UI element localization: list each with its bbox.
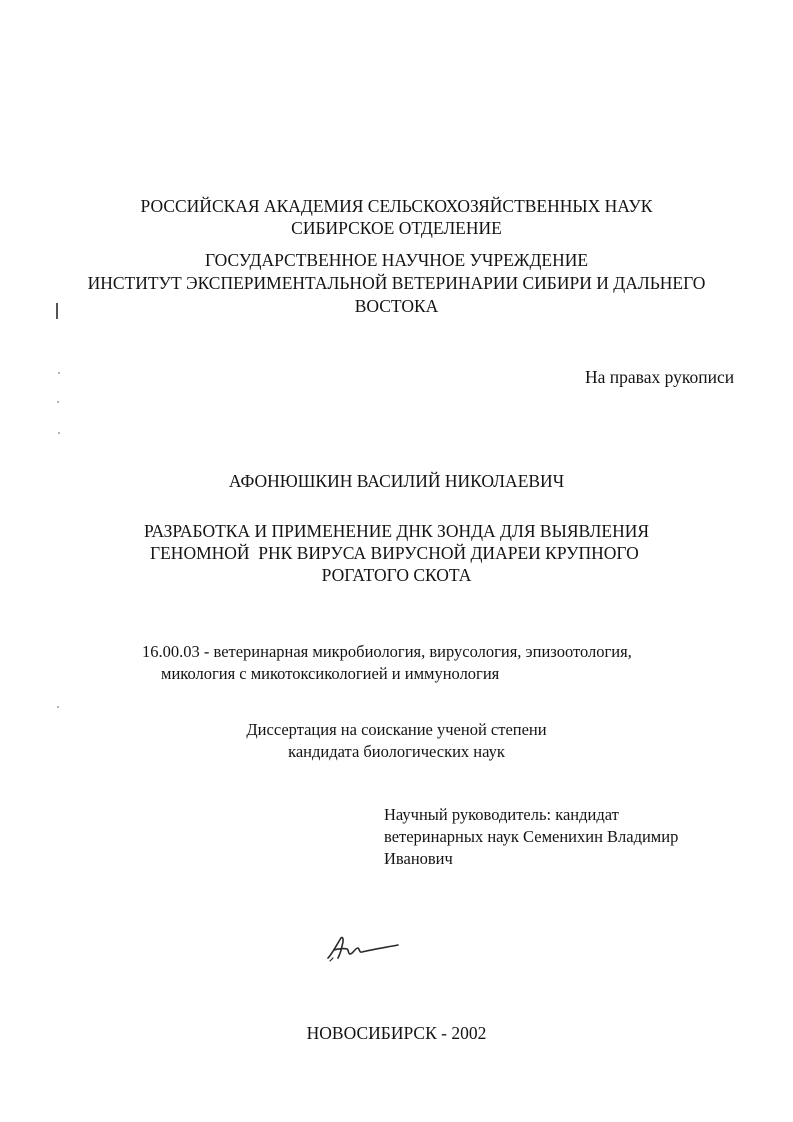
- scan-artifact-dot: [57, 401, 59, 403]
- signature-mark: [322, 928, 402, 968]
- specialty-line1: 16.00.03 - ветеринарная микробиология, вирусология, эпизоотология,: [142, 642, 632, 661]
- supervisor-line3: Иванович: [384, 849, 453, 868]
- institution-type: ГОСУДАРСТВЕННОЕ НАУЧНОЕ УЧРЕЖДЕНИЕ: [204, 250, 589, 270]
- supervisor-line2: ветеринарных наук Семенихин Владимир: [384, 827, 679, 846]
- author-name: АФОНЮШКИН ВАСИЛИЙ НИКОЛАЕВИЧ: [228, 471, 565, 491]
- degree-line1: Диссертация на соискание ученой степени: [246, 720, 547, 739]
- scan-artifact-dot: [58, 372, 60, 374]
- academy-name: РОССИЙСКАЯ АКАДЕМИЯ СЕЛЬСКОХОЗЯЙСТВЕННЫХ НАУК: [140, 196, 653, 216]
- institution-name-line1: ИНСТИТУТ ЭКСПЕРИМЕНТАЛЬНОЙ ВЕТЕРИНАРИИ СИБИРИ И ДАЛЬНЕГО: [87, 273, 706, 293]
- dissertation-title-line1: РАЗРАБОТКА И ПРИМЕНЕНИЕ ДНК ЗОНДА ДЛЯ ВЫЯВЛЕНИЯ: [143, 521, 650, 541]
- dissertation-title-line2: ГЕНОМНОЙ РНК ВИРУСА ВИРУСНОЙ ДИАРЕИ КРУПНОГО: [150, 543, 639, 563]
- institution-name-line2: ВОСТОКА: [354, 296, 439, 316]
- manuscript-note: На правах рукописи: [585, 367, 735, 387]
- scan-artifact-dot: [57, 706, 59, 708]
- supervisor-line1: Научный руководитель: кандидат: [384, 805, 619, 824]
- degree-line2: кандидата биологических наук: [288, 742, 505, 761]
- city-year: НОВОСИБИРСК - 2002: [306, 1023, 487, 1043]
- academy-branch: СИБИРСКОЕ ОТДЕЛЕНИЕ: [291, 218, 502, 238]
- specialty-line2: микология с микотоксикологией и иммунология: [161, 664, 500, 683]
- scan-artifact-dot: [58, 432, 60, 434]
- dissertation-title-line3: РОГАТОГО СКОТА: [321, 565, 472, 585]
